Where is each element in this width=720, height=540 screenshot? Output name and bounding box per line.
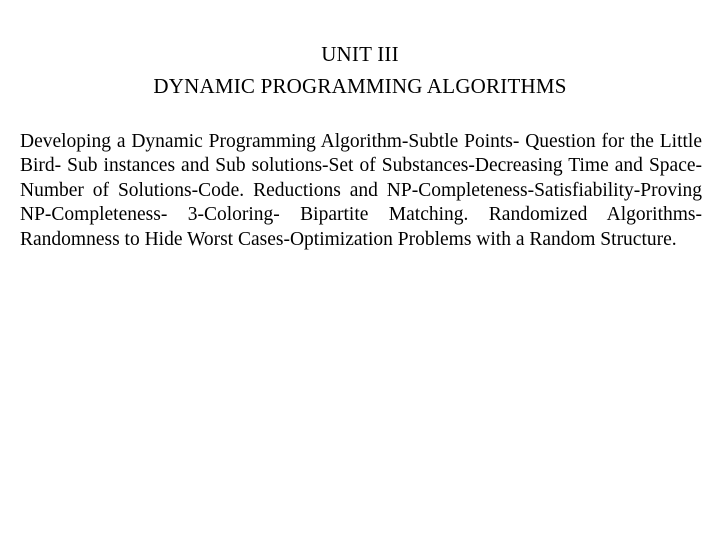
unit-title: DYNAMIC PROGRAMMING ALGORITHMS <box>153 74 567 98</box>
title-block <box>0 38 720 102</box>
unit-heading: UNIT III <box>321 42 399 66</box>
syllabus-paragraph: Developing a Dynamic Programming Algorithm-Subtle Points- Question for the Little Bird- Sub instances and Sub solutions-Set of Substances-Decreasing Time and Space-Number of Solutions-Code. Reductions and NP-Completeness-Satisfiability-Proving NP-Completeness- 3-Coloring- Bipartite Matching. Randomized Algorithms-Randomness to Hide Worst Cases-Optimization Problems with a Random Structure. <box>20 131 702 250</box>
